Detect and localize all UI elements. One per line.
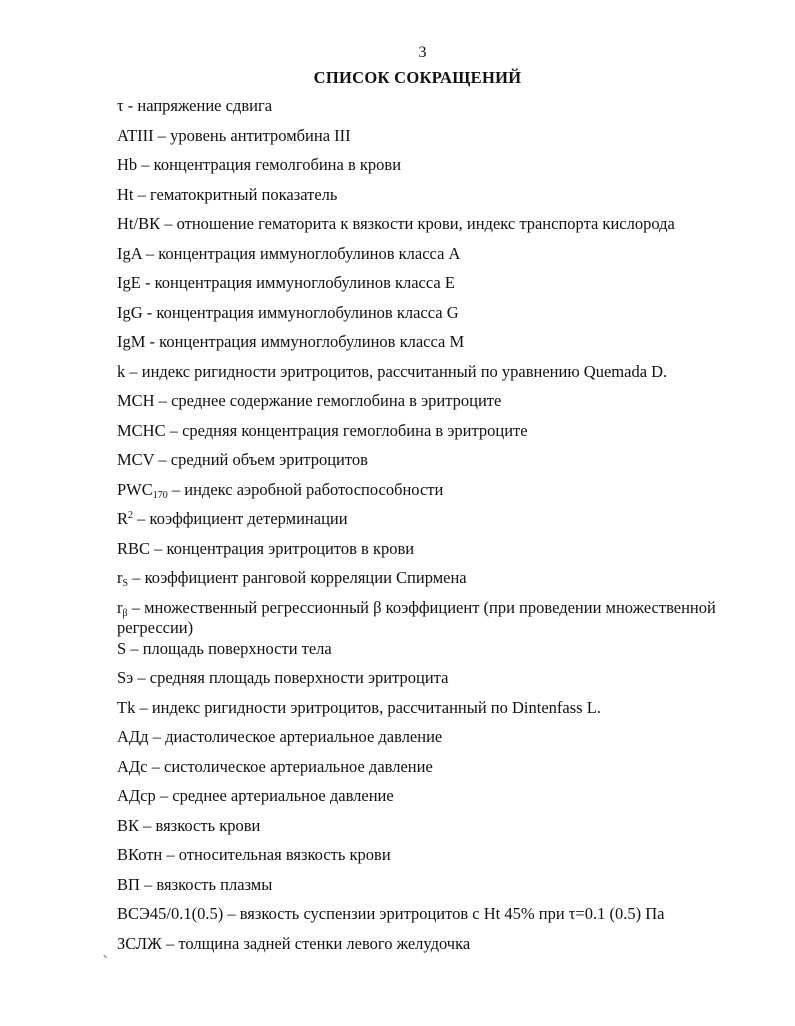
- abbreviation-description: концентрация иммуноглобулинов класса E: [154, 273, 455, 292]
- list-item: τ - напряжение сдвига: [117, 96, 273, 115]
- list-item: IgA – концентрация иммуноглобулинов класса A: [117, 243, 461, 263]
- abbreviation-description: концентрация иммуноглобулинов класса G: [156, 302, 459, 322]
- abbreviation-superscript: 2: [128, 510, 134, 521]
- abbreviation-description: индекс ригидности эритроцитов, рассчитанный по Dintenfass L.: [151, 697, 601, 717]
- abbreviation-subscript: S: [122, 578, 129, 589]
- abbreviation: IgA: [117, 243, 142, 263]
- abbreviation: IgE: [117, 273, 141, 292]
- abbreviation: ATIII: [117, 125, 154, 145]
- list-item: MCHC – средняя концентрация гемоглобина в эритроците: [117, 420, 528, 440]
- abbreviation-description: систолическое артериальное давление: [164, 756, 433, 776]
- list-item: MCV – средний объем эритроцитов: [117, 450, 368, 469]
- abbreviation: r: [117, 597, 123, 617]
- abbreviation-description: площадь поверхности тела: [142, 638, 332, 658]
- list-item: k – индекс ригидности эритроцитов, рассчитанный по уравнению Quemada D.: [117, 361, 668, 381]
- list-item: ATIII – уровень антитромбина III: [117, 125, 351, 145]
- abbreviation: ВКотн: [117, 845, 163, 864]
- abbreviation-subscript: 170: [152, 489, 168, 501]
- list-item: $r_\beta$ – множественный регрессионный β коэффициент (при проведении множественной регрессии): [117, 597, 716, 637]
- abbreviation-list: [117, 96, 757, 963]
- list-item: $r_S$ – коэффициент ранговой корреляции Спирмена: [117, 568, 467, 589]
- list-item: АДср – среднее артериальное давление: [117, 786, 394, 805]
- abbreviation-description: вязкость суспензии эритроцитов с Ht 45% при τ=0.1 (0.5) Па: [239, 904, 665, 923]
- abbreviation: k: [117, 361, 126, 381]
- list-item: ВК – вязкость крови: [117, 815, 261, 835]
- abbreviation: ЗСЛЖ: [117, 933, 162, 953]
- abbreviation-description: среднее содержание гемоглобина в эритроците: [171, 391, 502, 410]
- abbreviation: Ht/ВК: [117, 214, 161, 233]
- abbreviation: IgM: [117, 332, 146, 351]
- abbreviation-description: индекс ригидности эритроцитов, рассчитанный по уравнению Quemada D.: [141, 361, 668, 381]
- abbreviation: Sэ: [117, 668, 134, 687]
- list-item: $R^2$ – коэффициент детерминации: [117, 509, 348, 528]
- list-item: RBC – концентрация эритроцитов в крови: [117, 538, 415, 558]
- abbreviation-description: среднее артериальное давление: [172, 786, 394, 805]
- abbreviation-description: диастолическое артериальное давление: [165, 727, 443, 746]
- abbreviation-description: вязкость крови: [155, 815, 261, 835]
- abbreviation-description: вязкость плазмы: [156, 874, 273, 894]
- abbreviation-description: толщина задней стенки левого желудочка: [178, 933, 471, 953]
- list-item: АДд – диастолическое артериальное давление: [117, 727, 443, 746]
- abbreviation: RBC: [117, 538, 151, 558]
- abbreviation-description: коэффициент ранговой корреляции Спирмена: [144, 568, 467, 587]
- abbreviation: ВП: [117, 874, 140, 894]
- page-title: СПИСОК СОКРАЩЕНИЙ: [313, 68, 522, 87]
- list-item: ВКотн – относительная вязкость крови: [117, 845, 391, 864]
- list-item: IgM - концентрация иммуноглобулинов класса M: [117, 332, 465, 351]
- abbreviation-description: средняя площадь поверхности эритроцита: [149, 668, 449, 687]
- abbreviation-description: концентрация иммуноглобулинов класса A: [158, 243, 461, 263]
- abbreviation: Hb: [117, 155, 138, 174]
- abbreviation-description: гематокритный показатель: [150, 184, 338, 204]
- list-item: Tk – индекс ригидности эритроцитов, рассчитанный по Dintenfass L.: [117, 697, 601, 717]
- abbreviation-description: уровень антитромбина III: [170, 125, 351, 145]
- abbreviation-description: множественный регрессионный β коэффициент (при проведении множественной регрессии): [117, 597, 716, 637]
- list-item: $PWC_{170}$ – индекс аэробной работоспособности: [117, 479, 444, 501]
- abbreviation-description: концентрация эритроцитов в крови: [166, 538, 415, 558]
- list-item: ВП – вязкость плазмы: [117, 874, 273, 894]
- list-item: Ht – гематокритный показатель: [117, 184, 338, 204]
- list-item: ВСЭ45/0.1(0.5) – вязкость суспензии эритроцитов с Ht 45% при τ=0.1 (0.5) Па: [117, 904, 665, 923]
- list-item: S – площадь поверхности тела: [117, 638, 332, 658]
- abbreviation: r: [117, 568, 123, 587]
- list-item: Sэ – средняя площадь поверхности эритроцита: [117, 668, 449, 687]
- list-item: ЗСЛЖ – толщина задней стенки левого желудочка: [117, 933, 471, 953]
- abbreviation-description: средняя концентрация гемоглобина в эритроците: [182, 420, 528, 440]
- abbreviation: АДс: [117, 756, 148, 776]
- abbreviation: MCV: [117, 450, 155, 469]
- abbreviation-description: концентрация гемолгобина в крови: [153, 155, 402, 174]
- list-item: АДс – систолическое артериальное давление: [117, 756, 433, 776]
- list-item: IgG - концентрация иммуноглобулинов класса G: [117, 302, 459, 322]
- page-number: 3: [418, 44, 427, 61]
- abbreviation: Tk: [117, 697, 136, 717]
- abbreviation: ВК: [117, 815, 140, 835]
- list-item: IgE - концентрация иммуноглобулинов класса E: [117, 273, 455, 292]
- abbreviation: R: [117, 509, 129, 528]
- abbreviation: АДд: [117, 727, 149, 746]
- abbreviation-description: напряжение сдвига: [137, 96, 273, 115]
- abbreviation-description: относительная вязкость крови: [178, 845, 391, 864]
- abbreviation: S: [117, 638, 127, 658]
- abbreviation-description: концентрация иммуноглобулинов класса M: [159, 332, 465, 351]
- abbreviation: MCH: [117, 391, 155, 410]
- abbreviation: Ht: [117, 184, 134, 204]
- abbreviation-description: коэффициент детерминации: [149, 509, 348, 528]
- abbreviation-description: отношение гематорита к вязкости крови, индекс транспорта кислорода: [176, 214, 675, 233]
- abbreviation: ВСЭ45/0.1(0.5): [117, 904, 224, 923]
- abbreviation: АДср: [117, 786, 156, 805]
- abbreviation-subscript: β: [122, 607, 128, 619]
- abbreviation: τ: [117, 96, 124, 115]
- abbreviation-description: индекс аэробной работоспособности: [184, 479, 444, 499]
- list-item: Hb – концентрация гемолгобина в крови: [117, 155, 402, 174]
- abbreviation: PWC: [117, 479, 153, 499]
- scan-mark: [103, 952, 109, 958]
- list-item: Ht/ВК – отношение гематорита к вязкости крови, индекс транспорта кислорода: [117, 214, 675, 233]
- abbreviation: MCHC: [117, 420, 166, 440]
- abbreviation: IgG: [117, 302, 143, 322]
- list-item: MCH – среднее содержание гемоглобина в эритроците: [117, 391, 502, 410]
- abbreviation-description: средний объем эритроцитов: [170, 450, 368, 469]
